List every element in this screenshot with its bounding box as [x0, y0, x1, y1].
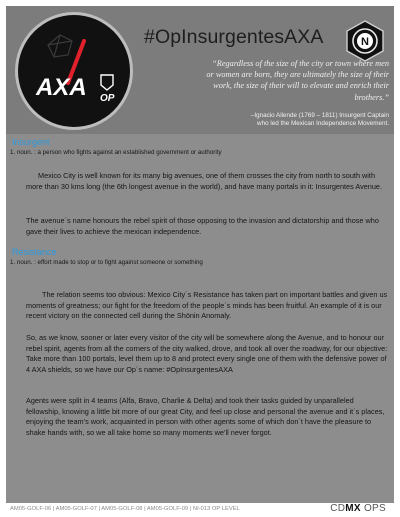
resistance-paragraph-1: The relation seems too obvious: Mexico City´s Resistance has taken part on important battles and given us moments of greatness; our fight for the freedom of the people´s minds has been fruitful. An example of it is our recent victory on the connected cell during the Shönin Anomaly. [26, 290, 388, 320]
brand-prefix: CD [330, 503, 346, 514]
insurgent-definition: 1. noun. : a person who fights against an established government or authority [10, 149, 222, 156]
resistance-paragraph-2: So, as we know, sooner or later every visitor of the city will be somewhere along the Avenue, and to honour our rebel spirit, agents from all the corners of the city walked, drove, and took all over the roadway, for our objective: Take more than 100 portals, level them up to 8 and protect every single one of them with the defensive power of 4 AXA shields, so we have our Op´s name: #OpInsurgentesAXA [26, 333, 388, 374]
insurgent-paragraph-1: Mexico City is well known for its many big avenues, one of them crosses the city from north to south with more than 30 kms long (the 6th longest avenue in the world), and have many portals in it: Insurgentes Avenue. [26, 171, 383, 191]
page-title: #OpInsurgentesAXA [144, 26, 324, 48]
quote-text: “Regardless of the size of the city or town where men or women are born, they are ultimately the size of their work, the size of their will to elevate and enrich their brothers.” [206, 59, 389, 102]
axa-logo-text: AXA [36, 74, 87, 101]
insurgent-heading: Insurgent [12, 137, 50, 147]
quote-attribution [216, 112, 389, 128]
op-badge-text: OP [100, 93, 115, 104]
scanner-glyph-icon [48, 35, 72, 57]
resistance-heading: Resistance [12, 247, 57, 257]
axa-op-logo [18, 15, 130, 127]
footer-portal-codes: AM05-GOLF-06 | AM05-GOLF-07 | AM05-GOLF-08 | AM05-GOLF-09 | NI-013 OP LEVEL [10, 506, 240, 512]
brand-mx: MX [345, 503, 361, 514]
op-shield-icon [101, 75, 113, 90]
page [6, 6, 394, 505]
quote-attribution-line2: who led the Mexican Independence Movement. [257, 120, 389, 128]
insurgent-paragraph-2: The avenue´s name honours the rebel spirit of those opposing to the invasion and dictatorship and those who gave their lives to achieve the mexican independence. [26, 216, 379, 236]
resistance-paragraph-3: Agents were split in 4 teams (Alfa, Bravo, Charlie & Delta) and took their tasks guided by unparalleled fellowship, knowing a little bit more of our great City, and feel up close and personal the avenue and it´s places, enjoying the team’s work, acquainted in person with other agents some of which don´t have the pleasure to shake hands with, so we all take home so many moments we’ll never forgot. [26, 396, 385, 437]
op-emblem-icon [344, 20, 386, 62]
quote-attribution-line1: –Ignacio Allende (1769 – 1811) Insurgent Captain [250, 112, 389, 119]
footer [0, 503, 400, 517]
brand-suffix: OPS [360, 503, 386, 514]
emblem-letter: N [361, 36, 369, 48]
footer-brand [330, 503, 386, 514]
resistance-definition: 1. noun. : effort made to stop or to fight against someone or something [10, 259, 203, 266]
